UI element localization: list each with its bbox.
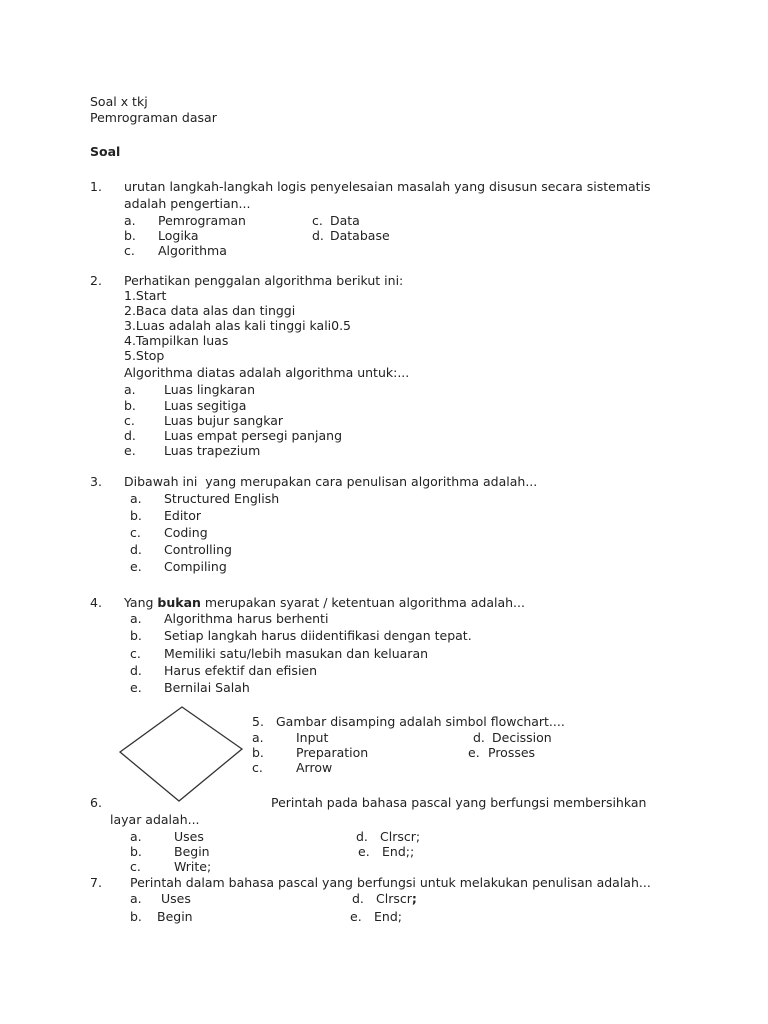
question-4-option-c-letter: c.: [130, 646, 141, 661]
question-3-option-c-letter: c.: [130, 525, 141, 540]
question-2-step-4: 4.Tampilkan luas: [124, 333, 229, 348]
question-2-option-d-text: Luas empat persegi panjang: [164, 428, 343, 443]
question-2-option-c-letter: c.: [124, 413, 135, 428]
question-7-option-d-word: Clrscr: [376, 891, 412, 906]
question-2-option-a-letter: a.: [124, 382, 136, 397]
question-2-step-2: 2.Baca data alas dan tinggi: [124, 303, 296, 318]
question-1-option-d-text: Database: [330, 228, 390, 243]
question-2-step-3: 3.Luas adalah alas kali tinggi kali0.5: [124, 318, 352, 333]
question-6-option-e-text: End;;: [382, 844, 415, 859]
question-7-number: 7.: [90, 875, 102, 890]
question-1-text-line-2: adalah pengertian...: [124, 196, 251, 211]
question-5-option-c-letter: c.: [252, 760, 263, 775]
question-4-option-b-text: Setiap langkah harus diidentifikasi dengan tepat.: [164, 628, 472, 643]
question-1-option-c2-letter: c.: [312, 213, 323, 228]
question-6-option-d-letter: d.: [356, 829, 368, 844]
question-3-option-a-text: Structured English: [164, 491, 280, 506]
question-6-option-d-text: Clrscr;: [380, 829, 421, 844]
question-2-number: 2.: [90, 273, 102, 288]
question-1-text-line-1: urutan langkah-langkah logis penyelesaian masalah yang disusun secara sistematis: [124, 179, 651, 194]
question-1-option-d-letter: d.: [312, 228, 324, 243]
question-3-text: Dibawah ini yang merupakan cara penulisan algorithma adalah...: [124, 474, 538, 489]
question-4-option-e-letter: e.: [130, 680, 142, 695]
question-4-text-emphasis: bukan: [157, 595, 201, 610]
question-3-option-d-letter: d.: [130, 542, 142, 557]
question-3-option-b-letter: b.: [130, 508, 142, 523]
question-7-option-a-letter: a.: [130, 891, 142, 906]
question-2-option-b-text: Luas segitiga: [164, 398, 247, 413]
question-7-option-d-text: [376, 891, 417, 907]
section-title: Soal: [90, 144, 121, 159]
question-1-option-c-letter: c.: [124, 243, 135, 258]
question-2-step-5: 5.Stop: [124, 348, 165, 363]
question-6-number: 6.: [90, 795, 102, 810]
question-2-option-e-text: Luas trapezium: [164, 443, 261, 458]
question-2-prompt: Algorithma diatas adalah algorithma untuk:...: [124, 365, 410, 380]
question-6-option-b-text: Begin: [174, 844, 210, 859]
question-3-option-e-text: Compiling: [164, 559, 227, 574]
question-2-option-b-letter: b.: [124, 398, 136, 413]
question-6-option-e-letter: e.: [358, 844, 370, 859]
question-1-option-a-letter: a.: [124, 213, 136, 228]
question-4-text: [124, 595, 525, 611]
question-6-text-line-1: Perintah pada bahasa pascal yang berfungsi membersihkan: [271, 795, 647, 810]
question-6-text-line-2: layar adalah...: [110, 812, 200, 827]
question-2-option-e-letter: e.: [124, 443, 136, 458]
question-6-option-c-text: Write;: [174, 859, 212, 874]
question-2-option-c-text: Luas bujur sangkar: [164, 413, 284, 428]
question-6-option-c-letter: c.: [130, 859, 141, 874]
question-3-option-a-letter: a.: [130, 491, 142, 506]
question-5-option-d-letter: d.: [473, 730, 485, 745]
question-2-option-a-text: Luas lingkaran: [164, 382, 256, 397]
question-7-option-b-text: Begin: [157, 909, 193, 924]
question-4-option-b-letter: b.: [130, 628, 142, 643]
question-4-text-after: merupakan syarat / ketentuan algorithma adalah...: [200, 595, 525, 610]
course-title: Pemrograman dasar: [90, 110, 217, 125]
question-5-option-a-letter: a.: [252, 730, 264, 745]
question-3-option-c-text: Coding: [164, 525, 208, 540]
question-3-number: 3.: [90, 474, 102, 489]
question-7-text: Perintah dalam bahasa pascal yang berfungsi untuk melakukan penulisan adalah...: [130, 875, 651, 890]
question-6-option-a-letter: a.: [130, 829, 142, 844]
question-1-option-a-text: Pemrograman: [158, 213, 246, 228]
question-1-option-b-text: Logika: [158, 228, 199, 243]
question-2-step-1: 1.Start: [124, 288, 167, 303]
question-5-option-c-text: Arrow: [296, 760, 333, 775]
flowchart-diamond-icon: [110, 700, 250, 810]
question-4-number: 4.: [90, 595, 102, 610]
question-5-option-d-text: Decission: [492, 730, 552, 745]
question-7-option-e-letter: e.: [350, 909, 362, 924]
question-5-option-e-letter: e.: [468, 745, 480, 760]
question-5-option-e-text: Prosses: [488, 745, 536, 760]
question-4-option-c-text: Memiliki satu/lebih masukan dan keluaran: [164, 646, 429, 661]
question-4-option-e-text: Bernilai Salah: [164, 680, 250, 695]
question-1-option-c-text: Algorithma: [158, 243, 227, 258]
question-3-option-d-text: Controlling: [164, 542, 232, 557]
question-3-option-b-text: Editor: [164, 508, 201, 523]
question-7-option-d-suffix: ;: [411, 891, 417, 906]
question-4-option-a-text: Algorithma harus berhenti: [164, 611, 329, 626]
subject-line: Soal x tkj: [90, 94, 148, 109]
question-2-text: Perhatikan penggalan algorithma berikut ini:: [124, 273, 404, 288]
question-6-option-b-letter: b.: [130, 844, 142, 859]
question-1-option-b-letter: b.: [124, 228, 136, 243]
question-5-number: 5.: [252, 714, 264, 729]
question-4-text-before: Yang: [124, 595, 158, 610]
question-5-text: Gambar disamping adalah simbol flowchart....: [276, 714, 565, 729]
question-7-option-b-letter: b.: [130, 909, 142, 924]
question-5-option-a-text: Input: [296, 730, 329, 745]
question-7-option-d-letter: d.: [352, 891, 364, 906]
question-4-option-d-letter: d.: [130, 663, 142, 678]
question-3-option-e-letter: e.: [130, 559, 142, 574]
question-6-option-a-text: Uses: [174, 829, 204, 844]
question-4-option-d-text: Harus efektif dan efisien: [164, 663, 318, 678]
question-4-option-a-letter: a.: [130, 611, 142, 626]
question-2-option-d-letter: d.: [124, 428, 136, 443]
question-7-option-a-text: Uses: [161, 891, 191, 906]
question-1-number: 1.: [90, 179, 102, 194]
question-5-option-b-text: Preparation: [296, 745, 369, 760]
question-7-option-e-text: End;: [374, 909, 402, 924]
question-1-option-c2-text: Data: [330, 213, 360, 228]
question-5-option-b-letter: b.: [252, 745, 264, 760]
